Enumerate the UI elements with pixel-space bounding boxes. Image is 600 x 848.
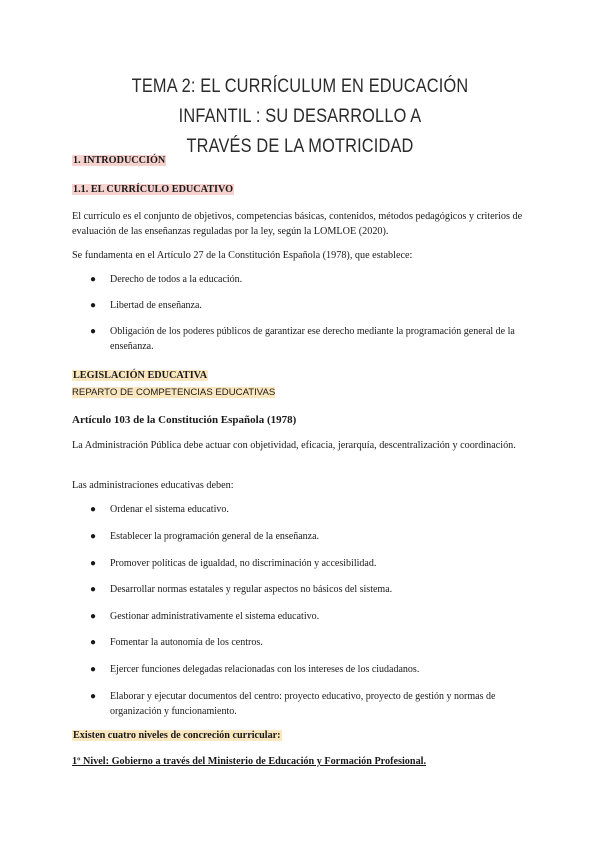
list-item: ● Derecho de todos a la educación. bbox=[90, 274, 243, 285]
bullet-icon: ● bbox=[90, 691, 97, 702]
list-item: ● Obligación de los poderes públicos de garantizar ese derecho mediante la programación general de la enseñanza. bbox=[90, 326, 515, 352]
subheading-reparto: REPARTO DE COMPETENCIAS EDUCATIVAS bbox=[72, 387, 276, 398]
bullet-icon: ● bbox=[90, 637, 97, 648]
bullet-icon: ● bbox=[90, 504, 97, 515]
list-item: ● Gestionar administrativamente el sistema educativo. bbox=[90, 611, 320, 622]
list-item: ● Establecer la programación general de la enseñanza. bbox=[90, 531, 320, 542]
title-line-1: TEMA 2: EL CURRÍCULUM EN EDUCACIÓN INFANTIL : SU DESARROLLO A bbox=[131, 76, 469, 127]
heading-legislacion: LEGISLACIÓN EDUCATIVA bbox=[73, 370, 208, 381]
paragraph-administraciones: Las administraciones educativas deben: bbox=[72, 480, 234, 491]
page-title bbox=[94, 72, 507, 162]
list-item: ● Promover políticas de igualdad, no discriminación y accesibilidad. bbox=[90, 558, 377, 569]
heading-articulo-103: Artículo 103 de la Constitución Española (1978) bbox=[72, 414, 297, 426]
bullet-icon: ● bbox=[90, 558, 97, 569]
heading-niveles: Existen cuatro niveles de concreción curricular: bbox=[73, 730, 281, 741]
bullet-icon: ● bbox=[90, 611, 97, 622]
bullet-icon: ● bbox=[90, 326, 97, 337]
list-item: ● Ejercer funciones delegadas relacionadas con los intereses de los ciudadanos. bbox=[90, 664, 420, 675]
paragraph-administracion: La Administración Pública debe actuar con objetividad, eficacia, jerarquía, descentralización y coordinación. bbox=[72, 440, 516, 451]
bullet-icon: ● bbox=[90, 531, 97, 542]
list-item: ● Libertad de enseñanza. bbox=[90, 300, 202, 311]
list-item: ● Desarrollar normas estatales y regular aspectos no básicos del sistema. bbox=[90, 584, 393, 595]
paragraph-definicion: El currículo es el conjunto de objetivos, competencias básicas, contenidos, métodos pedagógicos y criterios de evaluación de las enseñanzas reguladas por la ley, según la LOMLOE (2020). bbox=[72, 211, 523, 237]
bullet-icon: ● bbox=[90, 300, 97, 311]
list-item: ● Ordenar el sistema educativo. bbox=[90, 504, 229, 515]
heading-introduccion: 1. INTRODUCCIÓN bbox=[73, 155, 166, 166]
list-item: ● Elaborar y ejecutar documentos del centro: proyecto educativo, proyecto de gestión y normas de organización y funcionamiento. bbox=[90, 691, 496, 717]
paragraph-fundamento: Se fundamenta en el Artículo 27 de la Constitución Española (1978), que establece: bbox=[72, 250, 413, 261]
heading-curriculo: 1.1. EL CURRÍCULO EDUCATIVO bbox=[73, 184, 234, 195]
bullet-icon: ● bbox=[90, 584, 97, 595]
list-item: ● Fomentar la autonomía de los centros. bbox=[90, 637, 263, 648]
title-line-2: TRAVÉS DE LA MOTRICIDAD bbox=[186, 136, 414, 157]
heading-nivel-1: 1º Nivel: Gobierno a través del Ministerio de Educación y Formación Profesional. bbox=[72, 756, 427, 767]
bullet-icon: ● bbox=[90, 664, 97, 675]
bullet-icon: ● bbox=[90, 274, 97, 285]
